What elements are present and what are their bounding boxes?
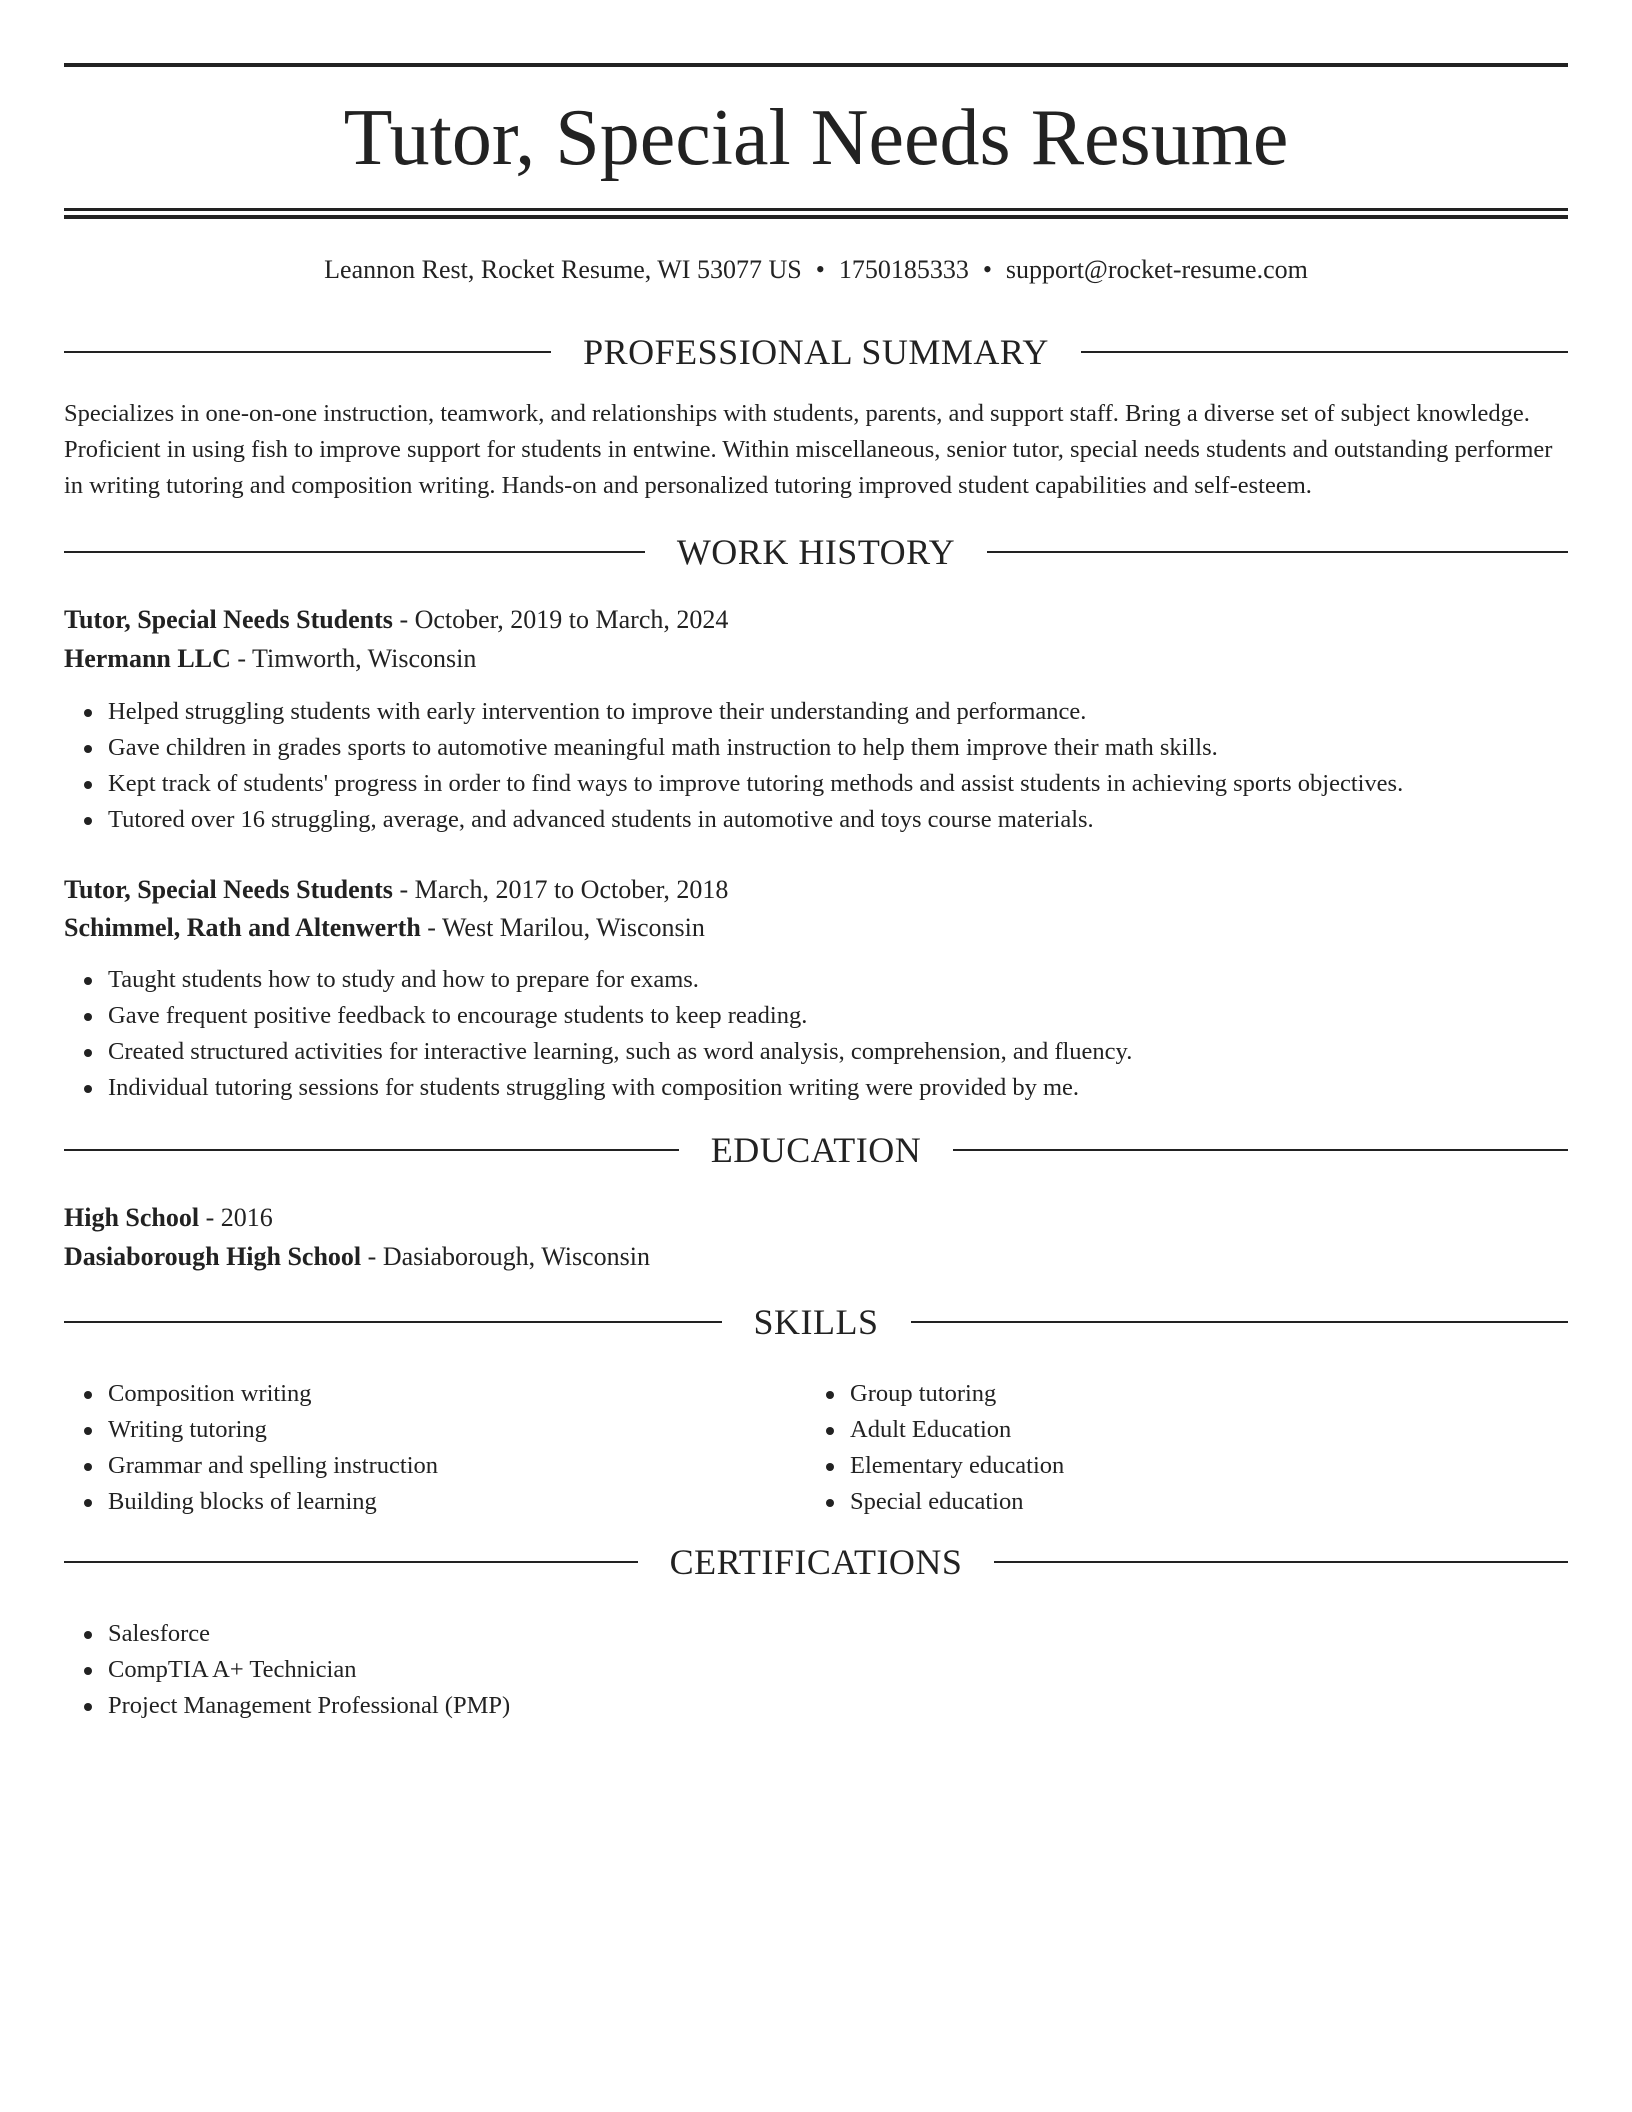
- heading-rule: [64, 1149, 679, 1151]
- list-item: Kept track of students' progress in order to find ways to improve tutoring methods and assist students in achieving sports objectives.: [108, 766, 1403, 802]
- list-item: Adult Education: [850, 1412, 1064, 1448]
- job-dates: - October, 2019 to March, 2024: [392, 605, 729, 634]
- job-1-bullets: [64, 694, 1403, 838]
- section-label: SKILLS: [753, 1302, 879, 1342]
- resume-title: Tutor, Special Needs Resume: [343, 94, 1289, 182]
- education-school-line: [64, 1239, 1568, 1275]
- title-rule-upper: [64, 208, 1568, 211]
- heading-rule: [64, 351, 551, 353]
- job-location: - Timworth, Wisconsin: [230, 644, 477, 673]
- section-label: CERTIFICATIONS: [669, 1542, 963, 1582]
- title-rule-lower: [64, 215, 1568, 219]
- contact-separator: •: [815, 255, 825, 284]
- job-company: Schimmel, Rath and Altenwerth: [64, 913, 421, 942]
- heading-rule: [953, 1149, 1568, 1151]
- heading-rule: [911, 1321, 1569, 1323]
- list-item: Composition writing: [108, 1376, 438, 1412]
- list-item: Special education: [850, 1484, 1064, 1520]
- list-item: Building blocks of learning: [108, 1484, 438, 1520]
- contact-email: support@rocket-resume.com: [1005, 255, 1308, 284]
- job-company: Hermann LLC: [64, 644, 231, 673]
- list-item: Grammar and spelling instruction: [108, 1448, 438, 1484]
- summary-text: Specializes in one-on-one instruction, teamwork, and relationships with students, parents, and support staff. Bring a diverse set of subject knowledge. Proficient in using fish to improve support for students in entwine. Within miscellaneous, senior tutor, special needs students and outstanding performer in writing tutoring and composition writing. Hands-on and personalized tutoring improved student capabilities and self-esteem.: [64, 400, 1553, 499]
- job-2-bullets: [64, 962, 1132, 1106]
- contact-phone: 1750185333: [838, 255, 969, 284]
- job-1-company-line: [64, 641, 1568, 677]
- list-item: CompTIA A+ Technician: [108, 1652, 510, 1688]
- list-item: Taught students how to study and how to prepare for exams.: [108, 962, 1132, 998]
- job-2-title-line: [64, 872, 1568, 908]
- heading-rule: [64, 1561, 638, 1563]
- list-item: Individual tutoring sessions for students struggling with composition writing were provided by me.: [108, 1070, 1132, 1106]
- list-item: Writing tutoring: [108, 1412, 438, 1448]
- education-degree: High School: [64, 1203, 200, 1232]
- section-label: WORK HISTORY: [676, 532, 956, 572]
- contact-separator: •: [982, 255, 992, 284]
- heading-rule: [987, 551, 1568, 553]
- job-2-company-line: [64, 910, 1568, 946]
- education-school: Dasiaborough High School: [64, 1242, 362, 1271]
- skills-list-right: [806, 1376, 1064, 1520]
- section-heading-skills: [64, 1300, 1568, 1344]
- education-year: - 2016: [199, 1203, 273, 1232]
- education-location: - Dasiaborough, Wisconsin: [361, 1242, 650, 1271]
- job-location: - West Marilou, Wisconsin: [420, 913, 705, 942]
- section-label: EDUCATION: [710, 1130, 922, 1170]
- list-item: Gave children in grades sports to automotive meaningful math instruction to help them improve their math skills.: [108, 730, 1403, 766]
- list-item: Group tutoring: [850, 1376, 1064, 1412]
- section-label: PROFESSIONAL SUMMARY: [583, 332, 1049, 372]
- list-item: Created structured activities for interactive learning, such as word analysis, comprehension, and fluency.: [108, 1034, 1132, 1070]
- list-item: Salesforce: [108, 1616, 510, 1652]
- skills-list-left: [64, 1376, 438, 1520]
- job-1-title-line: [64, 602, 1568, 638]
- list-item: Helped struggling students with early intervention to improve their understanding and performance.: [108, 694, 1403, 730]
- contact-line: [64, 252, 1568, 288]
- certifications-list: [64, 1616, 510, 1724]
- job-dates: - March, 2017 to October, 2018: [392, 875, 729, 904]
- heading-rule: [994, 1561, 1568, 1563]
- heading-rule: [64, 1321, 722, 1323]
- section-heading-work-history: [64, 530, 1568, 574]
- list-item: Elementary education: [850, 1448, 1064, 1484]
- section-heading-education: [64, 1128, 1568, 1172]
- heading-rule: [1081, 351, 1568, 353]
- list-item: Tutored over 16 struggling, average, and advanced students in automotive and toys course materials.: [108, 802, 1403, 838]
- job-title: Tutor, Special Needs Students: [64, 605, 393, 634]
- section-heading-summary: [64, 330, 1568, 374]
- top-rule: [64, 63, 1568, 67]
- contact-address: Leannon Rest, Rocket Resume, WI 53077 US: [324, 255, 802, 284]
- list-item: Gave frequent positive feedback to encourage students to keep reading.: [108, 998, 1132, 1034]
- education-degree-line: [64, 1200, 1568, 1236]
- list-item: Project Management Professional (PMP): [108, 1688, 510, 1724]
- heading-rule: [64, 551, 645, 553]
- job-title: Tutor, Special Needs Students: [64, 875, 393, 904]
- section-heading-certifications: [64, 1540, 1568, 1584]
